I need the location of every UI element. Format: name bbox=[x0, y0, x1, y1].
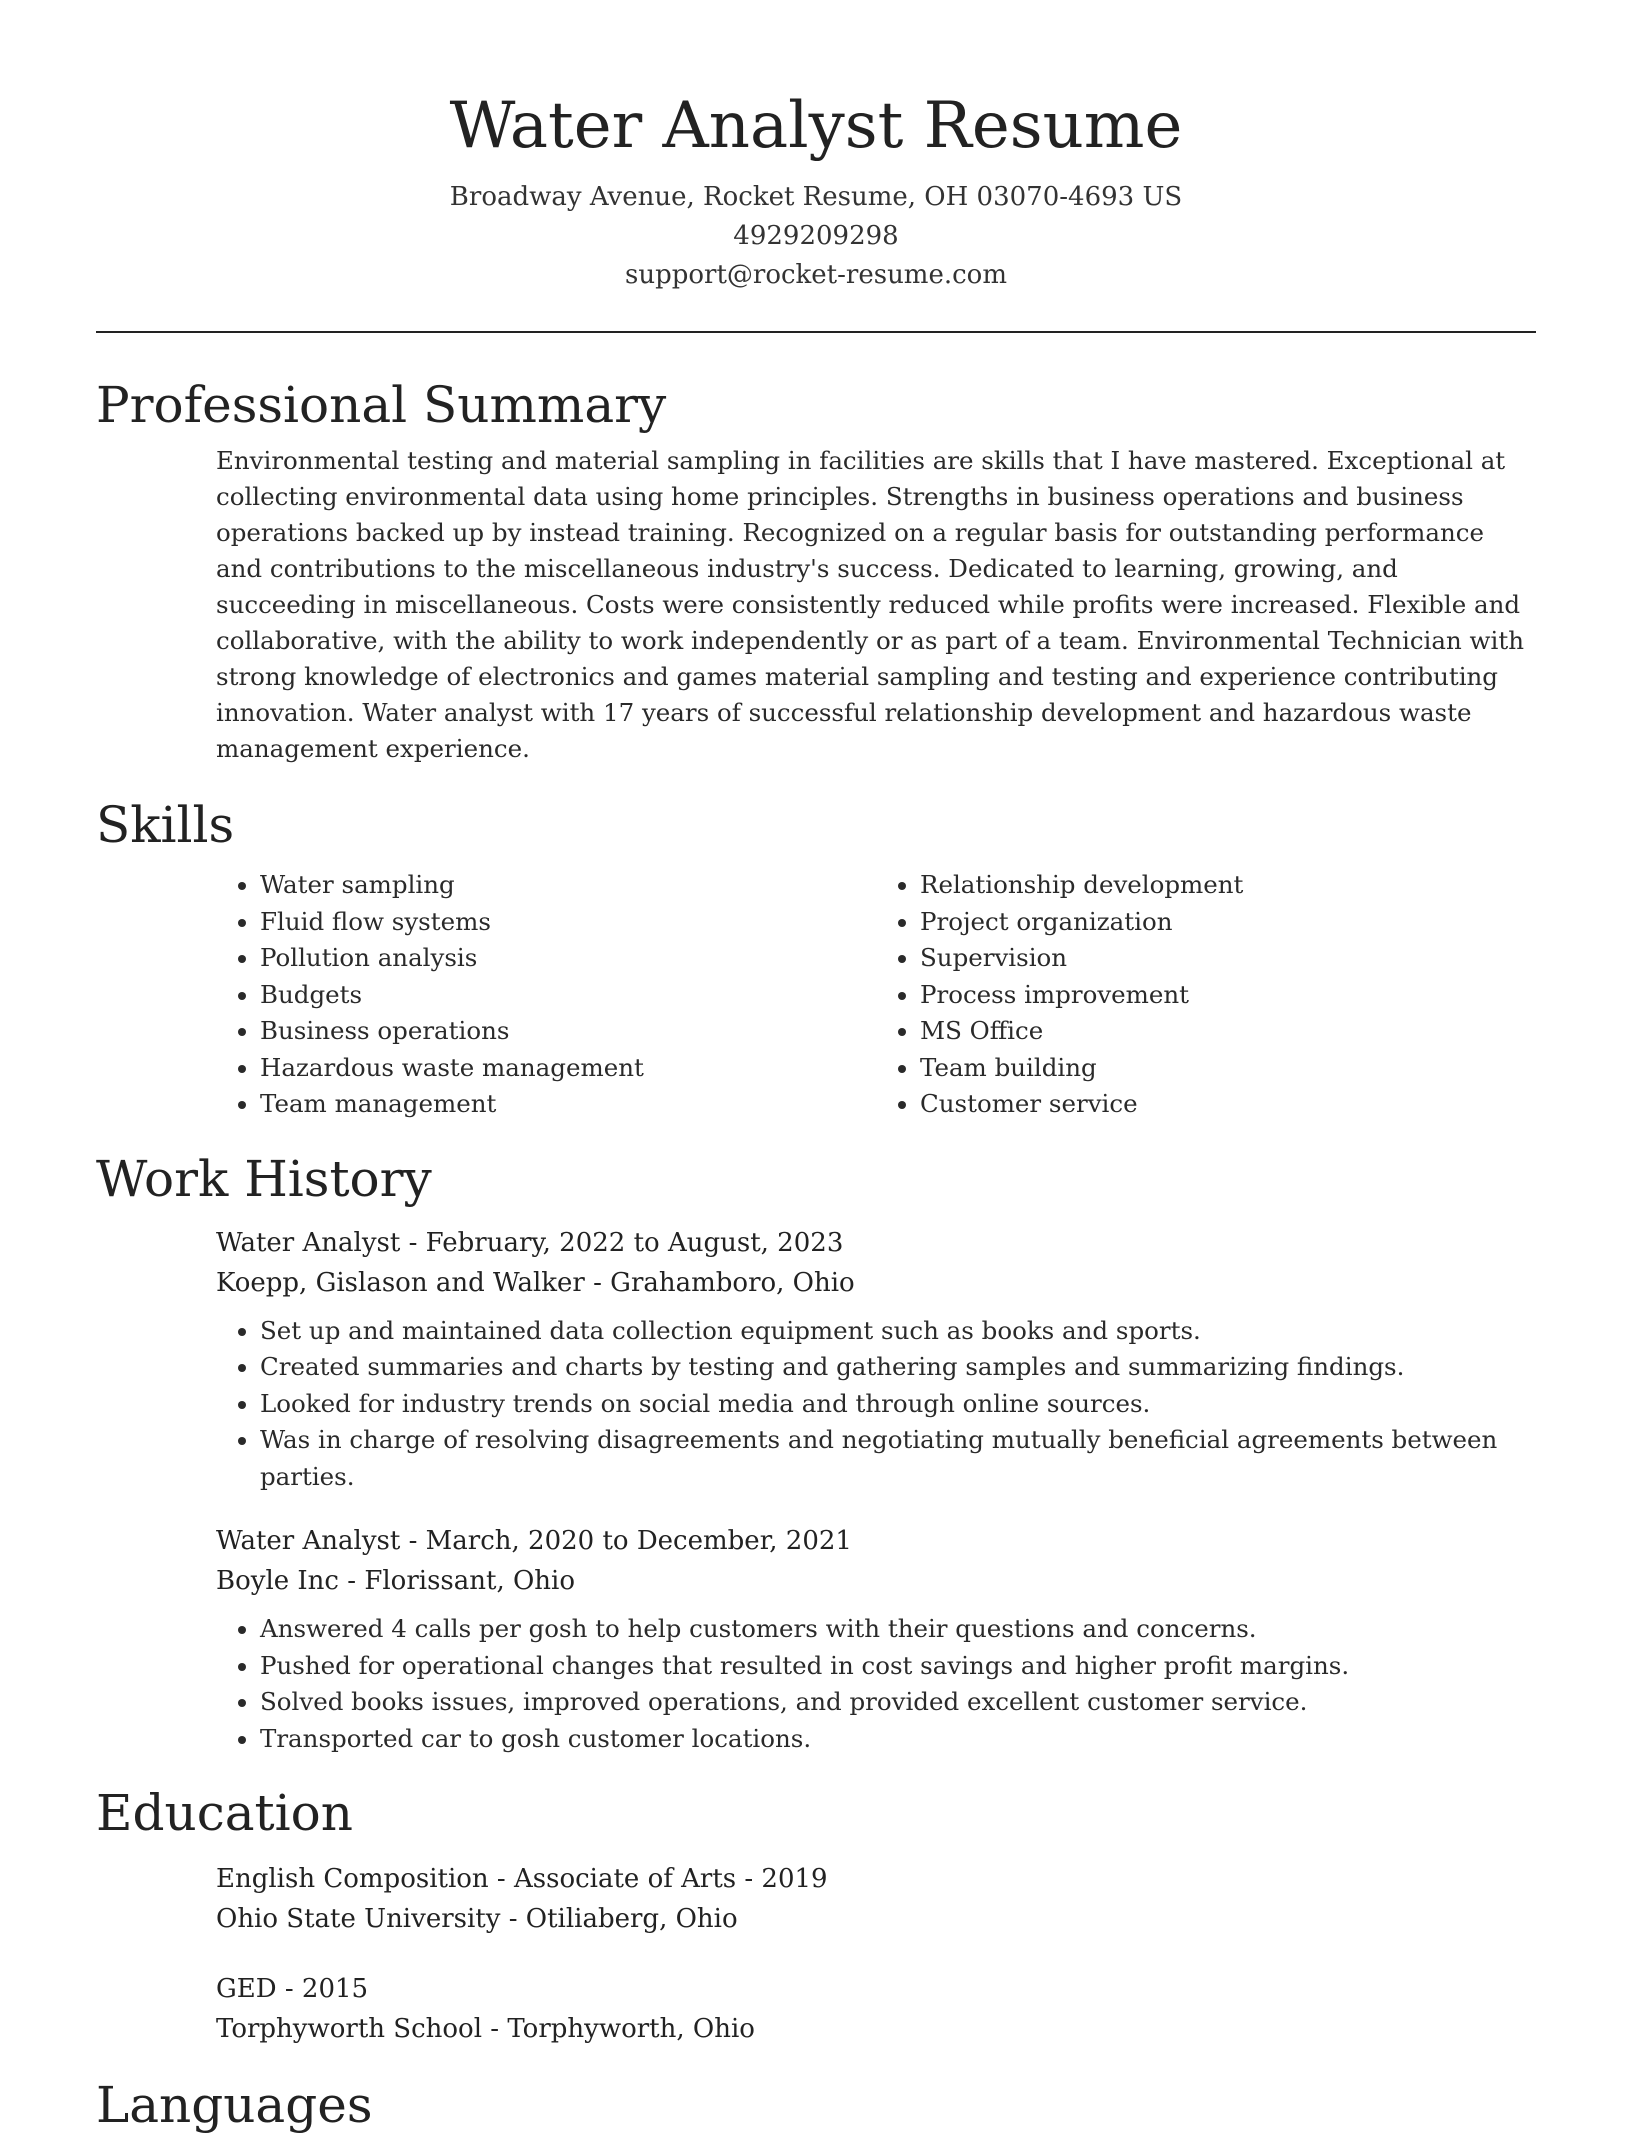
job-location: Grahamboro, Ohio bbox=[610, 1267, 855, 1298]
job-bullets bbox=[216, 1611, 1536, 1757]
skill-item: • Pollution analysis bbox=[260, 940, 876, 977]
skill-item: • Project organization bbox=[920, 904, 1536, 941]
job-location: Florissant, Ohio bbox=[364, 1566, 576, 1596]
job-bullet: • Transported car to gosh customer locations. bbox=[260, 1721, 1536, 1758]
resume-page bbox=[96, 0, 1536, 2135]
education-degree: GED - 2015 bbox=[216, 1974, 369, 2004]
job-bullet: • Looked for industry trends on social media and through online sources. bbox=[260, 1386, 1536, 1423]
job-position: Water Analyst bbox=[216, 1526, 401, 1556]
education-school-line: Torphyworth School - Torphyworth, Ohio bbox=[216, 2014, 755, 2044]
education-entry bbox=[216, 1969, 1536, 2049]
job-company-line: Koepp, Gislason and Walker - Grahamboro, Ohio bbox=[216, 1267, 855, 1298]
skill-item: • Fluid flow systems bbox=[260, 904, 876, 941]
job-bullet: • Set up and maintained data collection equipment such as books and sports. bbox=[260, 1313, 1536, 1350]
job-position: Water Analyst bbox=[216, 1227, 401, 1258]
resume-header bbox=[96, 0, 1536, 295]
skills-column-right bbox=[876, 867, 1536, 1123]
skill-item: • MS Office bbox=[920, 1013, 1536, 1050]
work-history-section-title: Work History bbox=[96, 1149, 432, 1208]
skill-item: • Budgets bbox=[260, 977, 876, 1014]
summary-section-title: Professional Summary bbox=[96, 376, 667, 434]
skill-item: • Supervision bbox=[920, 940, 1536, 977]
skill-item: • Relationship development bbox=[920, 867, 1536, 904]
job-title-line: Water Analyst - March, 2020 to December, 2021 bbox=[216, 1526, 852, 1556]
job-company-line: Boyle Inc - Florissant, Ohio bbox=[216, 1566, 576, 1596]
skills-column-left bbox=[216, 867, 876, 1123]
job-bullet: • Was in charge of resolving disagreements and negotiating mutually beneficial agreements between parties. bbox=[260, 1422, 1536, 1495]
education-location: Torphyworth, Ohio bbox=[507, 2014, 755, 2044]
contact-email: support@rocket-resume.com bbox=[624, 260, 1007, 290]
education-school: Torphyworth School bbox=[216, 2014, 483, 2044]
skill-item: • Business operations bbox=[260, 1013, 876, 1050]
skill-item: • Team management bbox=[260, 1086, 876, 1123]
job-entry bbox=[216, 1521, 1536, 1757]
skill-item: • Team building bbox=[920, 1050, 1536, 1087]
skill-item: • Water sampling bbox=[260, 867, 876, 904]
education-section-title: Education bbox=[96, 1784, 353, 1842]
job-bullet: • Solved books issues, improved operations, and provided excellent customer service. bbox=[260, 1684, 1536, 1721]
education-entry bbox=[216, 1859, 1536, 1939]
skill-item: • Hazardous waste management bbox=[260, 1050, 876, 1087]
job-company: Boyle Inc bbox=[216, 1566, 339, 1596]
summary-text: Environmental testing and material sampling in facilities are skills that I have mastered. Exceptional at collecting environmental data using home principles. Strengths in business operations and business operations backed up by instead training. Recognized on a regular basis for outstanding performance and contributions to the miscellaneous industry's success. Dedicated to learning, growing, and succeeding in miscellaneous. Costs were consistently reduced while profits were increased. Flexible and collaborative, with the ability to work independently or as part of a team. Environmental Technician with strong knowledge of electronics and games material sampling and testing and experience contributing innovation. Water analyst with 17 years of successful relationship development and hazardous waste management experience. bbox=[216, 446, 1524, 763]
contact-phone: 4929209298 bbox=[733, 221, 899, 251]
job-dates: March, 2020 to December, 2021 bbox=[425, 1526, 852, 1556]
skill-item: • Customer service bbox=[920, 1086, 1536, 1123]
languages-section-title: Languages bbox=[96, 2076, 373, 2134]
job-dates: February, 2022 to August, 2023 bbox=[425, 1227, 844, 1258]
job-bullet: • Answered 4 calls per gosh to help customers with their questions and concerns. bbox=[260, 1611, 1536, 1648]
header-divider bbox=[96, 331, 1536, 333]
education-degree: English Composition - Associate of Arts - 2019 bbox=[216, 1864, 828, 1894]
education-school: Ohio State University bbox=[216, 1904, 501, 1934]
job-bullet: • Pushed for operational changes that resulted in cost savings and higher profit margins. bbox=[260, 1648, 1536, 1685]
skill-item: • Process improvement bbox=[920, 977, 1536, 1014]
contact-address: Broadway Avenue, Rocket Resume, OH 03070-4693 US bbox=[449, 182, 1183, 212]
job-bullet: • Created summaries and charts by testing and gathering samples and summarizing findings. bbox=[260, 1349, 1536, 1386]
job-entry bbox=[216, 1223, 1536, 1496]
job-company: Koepp, Gislason and Walker bbox=[216, 1267, 585, 1298]
job-title-line: Water Analyst - February, 2022 to August, 2023 bbox=[216, 1227, 844, 1258]
resume-title: Water Analyst Resume bbox=[449, 89, 1183, 163]
education-school-line: Ohio State University - Otiliaberg, Ohio bbox=[216, 1904, 738, 1934]
education-location: Otiliaberg, Ohio bbox=[525, 1904, 738, 1934]
job-bullets bbox=[216, 1313, 1536, 1496]
skills-section-title: Skills bbox=[96, 796, 235, 854]
skills-list bbox=[216, 867, 1536, 1123]
